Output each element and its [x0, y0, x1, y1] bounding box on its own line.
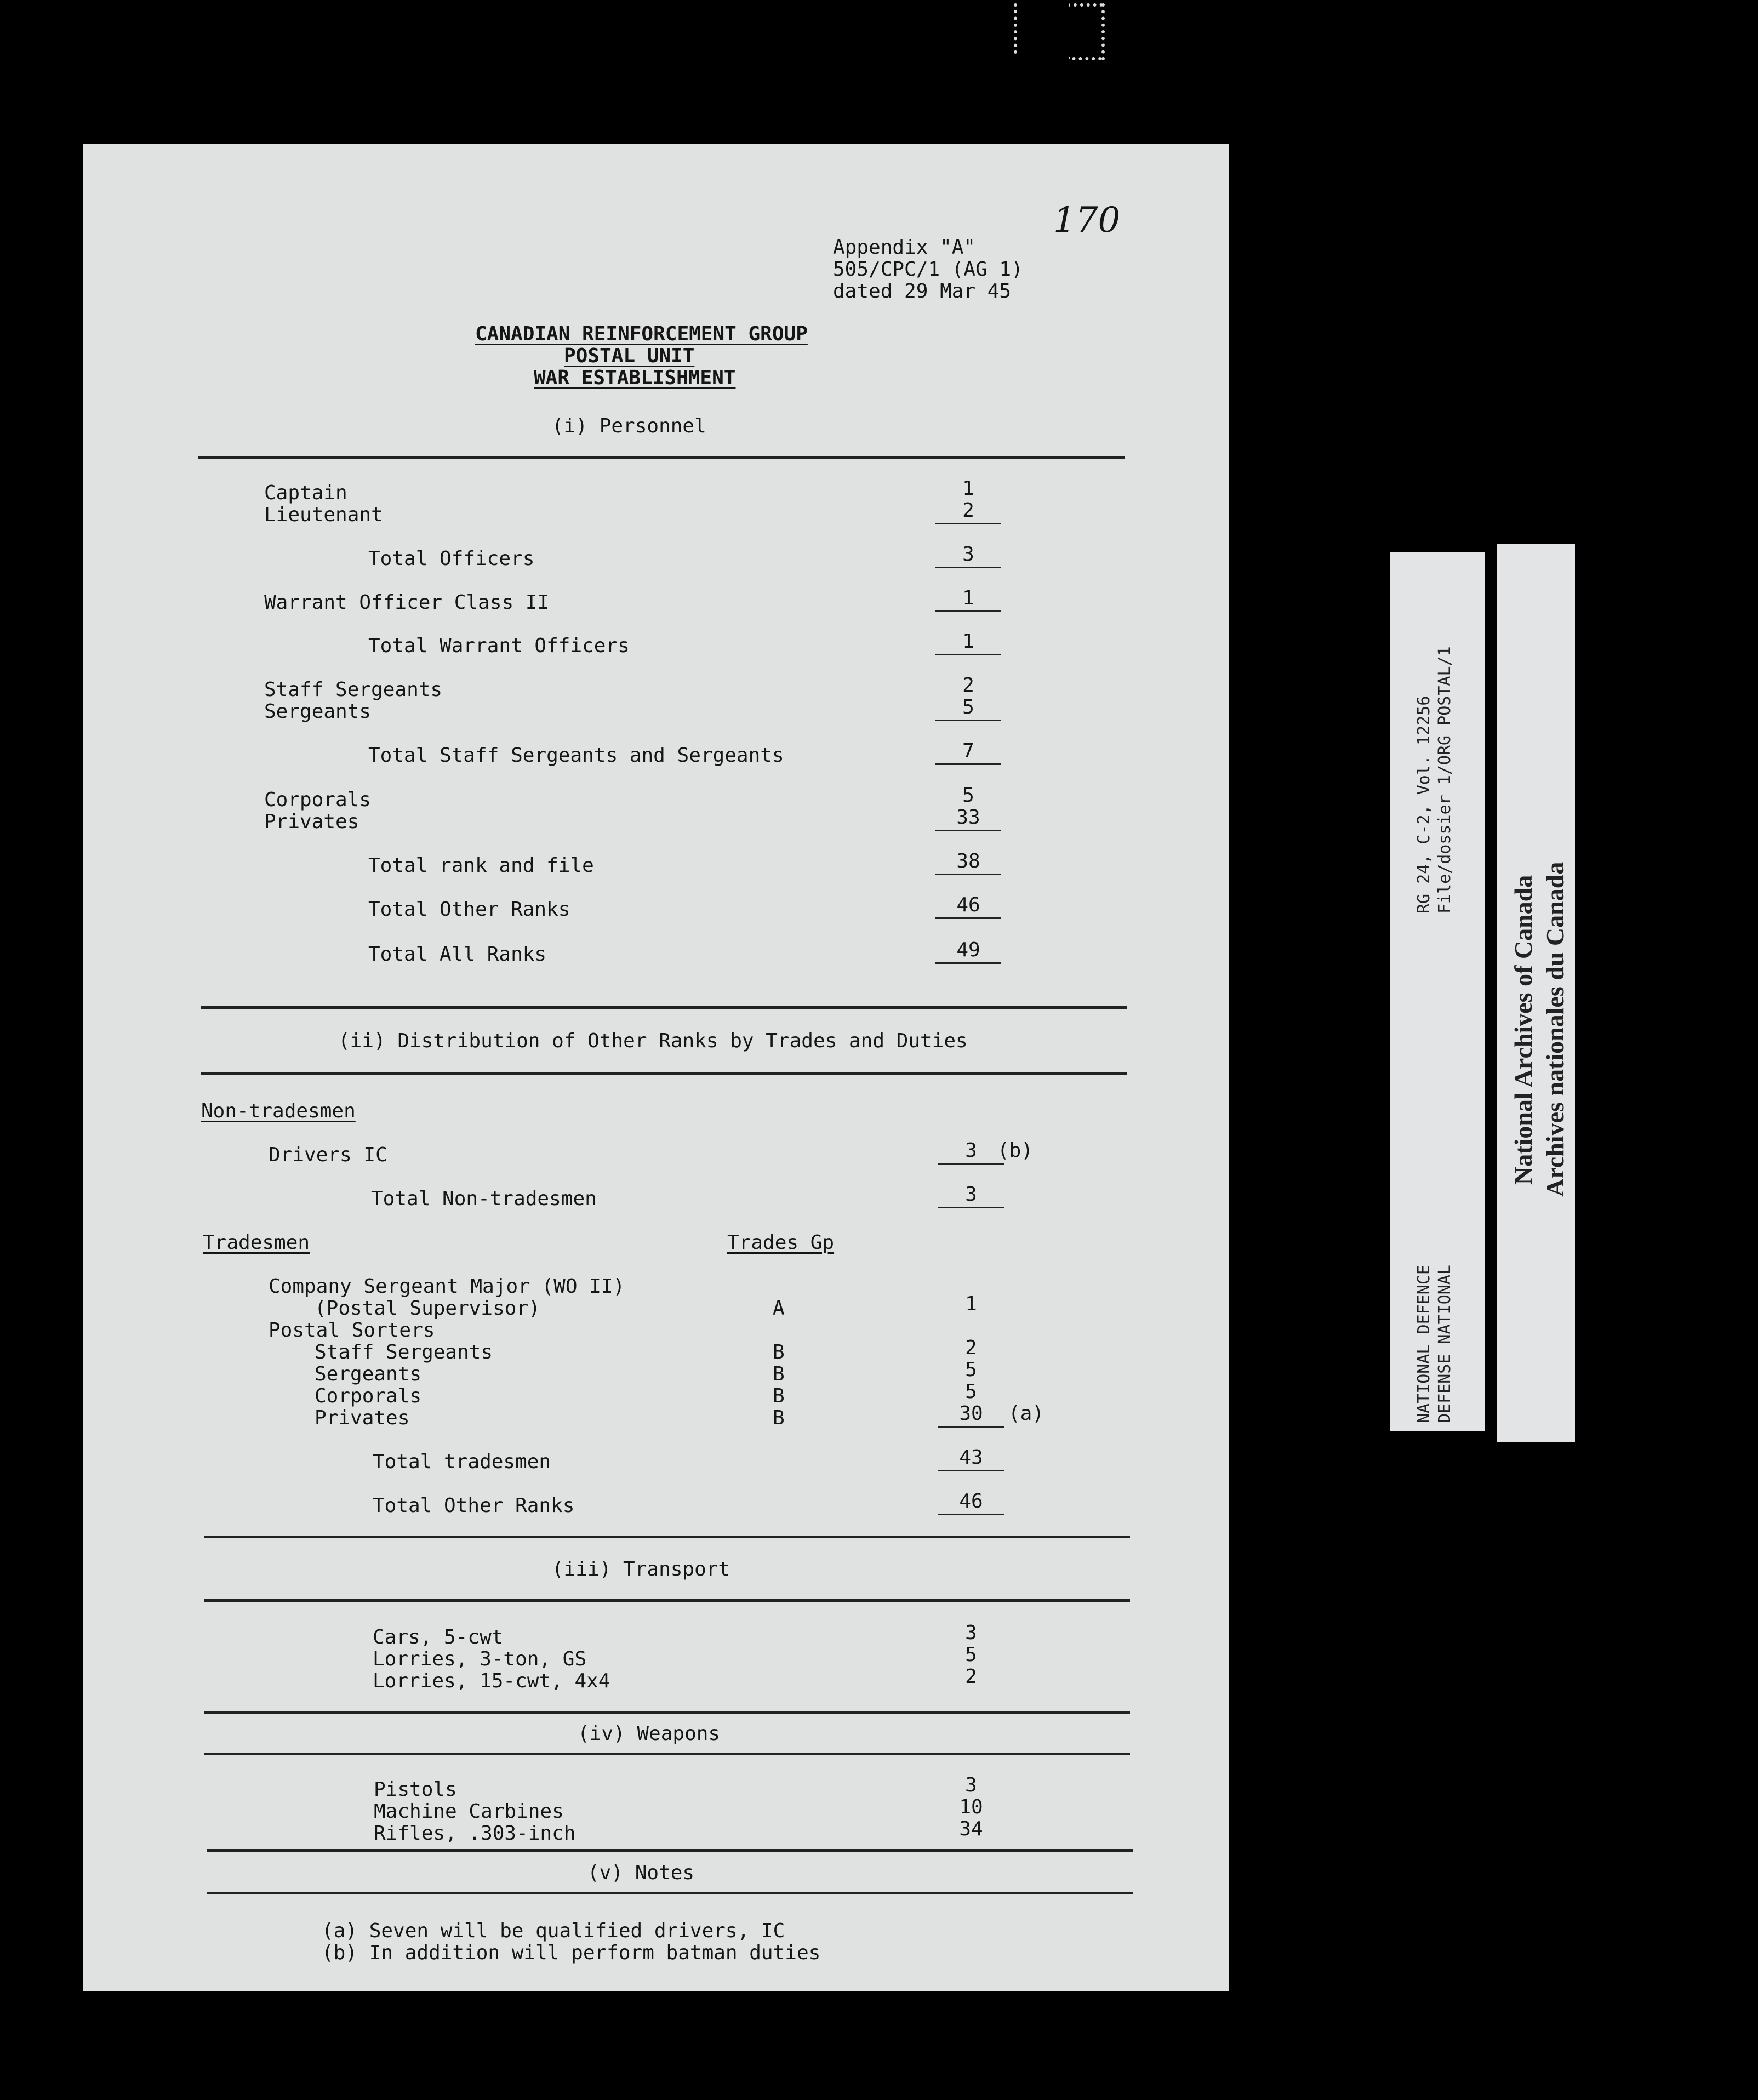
section-heading-transport: (iii) Transport	[552, 1558, 730, 1580]
row-total-staff-sergeants-label: Total Staff Sergeants and Sergeants	[368, 744, 784, 767]
sorter-sergeants-label: Sergeants	[315, 1363, 422, 1385]
note-a: (a) Seven will be qualified drivers, IC	[322, 1920, 785, 1942]
row-total-rank-and-file-label: Total rank and file	[368, 854, 594, 877]
weapons-carbines-value: 10	[959, 1796, 983, 1818]
rule-weapons-bottom	[204, 1753, 1130, 1755]
total-non-tradesmen-label: Total Non-tradesmen	[371, 1188, 597, 1210]
total-tradesmen-other-ranks-label: Total Other Ranks	[373, 1494, 575, 1517]
transport-cars-value: 3	[965, 1622, 977, 1644]
sorter-corporals-group: B	[773, 1385, 785, 1407]
sorter-privates-group: B	[773, 1407, 785, 1429]
archive-reference-line-1: RG 24, C-2, Vol. 12256	[1414, 695, 1434, 914]
archive-reference-tab	[1390, 552, 1485, 1431]
document-page	[83, 144, 1229, 1991]
sorter-privates-label: Privates	[315, 1407, 410, 1429]
rule-distribution-top	[201, 1006, 1127, 1009]
postal-sorters-label: Postal Sorters	[269, 1319, 435, 1342]
sorter-staff-sergeants-value: 2	[965, 1337, 977, 1359]
weapons-carbines-label: Machine Carbines	[374, 1800, 564, 1823]
sorter-staff-sergeants-label: Staff Sergeants	[315, 1341, 493, 1363]
transport-cars-label: Cars, 5-cwt	[373, 1626, 504, 1648]
transport-lorries-3ton-label: Lorries, 3-ton, GS	[373, 1648, 587, 1670]
row-total-warrant-officers-value: 1	[935, 631, 1001, 655]
row-lieutenant-label: Lieutenant	[264, 504, 383, 526]
rule-notes-top	[207, 1849, 1133, 1852]
national-archives-english: National Archives of Canada	[1509, 875, 1537, 1185]
document-subtitle-2: WAR ESTABLISHMENT	[534, 367, 736, 389]
rule-transport-top	[204, 1536, 1130, 1538]
section-heading-weapons: (iv) Weapons	[578, 1722, 721, 1745]
total-tradesmen-other-ranks-value: 46	[938, 1491, 1004, 1515]
weapons-rifles-label: Rifles, .303-inch	[374, 1822, 576, 1845]
row-corporals-label: Corporals	[264, 789, 372, 811]
row-privates-value: 33	[935, 807, 1001, 831]
note-b: (b) In addition will perform batman duties	[322, 1942, 821, 1964]
sorter-sergeants-value: 5	[965, 1359, 977, 1381]
handwritten-page-number: 170	[1053, 200, 1121, 241]
section-heading-personnel: (i) Personnel	[552, 415, 706, 437]
transport-lorries-3ton-value: 5	[965, 1644, 977, 1666]
frame-mark-right	[1069, 3, 1105, 60]
sorter-staff-sergeants-group: B	[773, 1341, 785, 1363]
drivers-ic-label: Drivers IC	[269, 1144, 387, 1166]
total-tradesmen-label: Total tradesmen	[373, 1451, 551, 1473]
row-total-other-ranks-label: Total Other Ranks	[368, 898, 570, 921]
row-staff-sergeants-label: Staff Sergeants	[264, 678, 443, 701]
transport-lorries-15cwt-label: Lorries, 15-cwt, 4x4	[373, 1670, 610, 1692]
appendix-date: dated 29 Mar 45	[833, 280, 1012, 303]
archive-department-line-1: NATIONAL DEFENCE	[1414, 1265, 1434, 1423]
section-heading-notes: (v) Notes	[587, 1862, 695, 1884]
row-sergeants-value: 5	[935, 697, 1001, 721]
total-tradesmen-value: 43	[938, 1447, 1004, 1471]
appendix-reference: 505/CPC/1 (AG 1)	[833, 258, 1023, 281]
sorter-corporals-label: Corporals	[315, 1385, 422, 1407]
rule-transport-bottom	[204, 1599, 1130, 1602]
row-sergeants-label: Sergeants	[264, 700, 372, 723]
drivers-ic-note: (b)	[997, 1139, 1034, 1162]
row-total-staff-sergeants-value: 7	[935, 740, 1001, 765]
film-frame-marks	[981, 0, 1123, 60]
sorter-privates-value: 30	[938, 1403, 1004, 1428]
trades-group-heading: Trades Gp	[727, 1231, 835, 1254]
appendix-line-1: Appendix "A"	[833, 236, 976, 259]
document-title: CANADIAN REINFORCEMENT GROUP	[475, 323, 808, 345]
weapons-pistols-value: 3	[965, 1774, 977, 1796]
rule-notes-bottom	[207, 1892, 1133, 1894]
weapons-pistols-label: Pistols	[374, 1778, 457, 1801]
non-tradesmen-heading: Non-tradesmen	[201, 1100, 356, 1122]
row-warrant-officer-value: 1	[935, 587, 1001, 612]
sorter-privates-note: (a)	[1008, 1402, 1044, 1425]
row-staff-sergeants-value: 2	[962, 674, 974, 697]
total-non-tradesmen-value: 3	[938, 1184, 1004, 1208]
row-captain-value: 1	[962, 477, 974, 500]
archive-reference-line-2: File/dossier 1/ORG POSTAL/1	[1435, 646, 1454, 914]
frame-mark-left	[981, 3, 1017, 54]
csm-label: Company Sergeant Major (WO II)	[269, 1275, 625, 1298]
row-total-all-ranks-label: Total All Ranks	[368, 943, 547, 966]
row-total-warrant-officers-label: Total Warrant Officers	[368, 635, 630, 657]
csm-sublabel: (Postal Supervisor)	[315, 1297, 540, 1320]
csm-trade-group: A	[773, 1297, 785, 1320]
row-total-officers-label: Total Officers	[368, 547, 535, 570]
weapons-rifles-value: 34	[959, 1818, 983, 1840]
rule-distribution-bottom	[201, 1072, 1127, 1075]
row-total-officers-value: 3	[935, 544, 1001, 568]
sorter-sergeants-group: B	[773, 1363, 785, 1385]
row-lieutenant-value: 2	[935, 500, 1001, 524]
national-archives-french: Archives nationales du Canada	[1541, 861, 1569, 1197]
tradesmen-heading: Tradesmen	[203, 1231, 310, 1254]
rule-weapons-top	[204, 1711, 1130, 1714]
row-corporals-value: 5	[962, 784, 974, 807]
transport-lorries-15cwt-value: 2	[965, 1665, 977, 1688]
row-captain-label: Captain	[264, 482, 347, 504]
document-subtitle: POSTAL UNIT	[564, 345, 695, 367]
section-heading-distribution: (ii) Distribution of Other Ranks by Trades and Duties	[338, 1030, 968, 1052]
row-warrant-officer-label: Warrant Officer Class II	[264, 591, 550, 614]
archive-department-line-2: DEFENSE NATIONAL	[1435, 1265, 1454, 1423]
drivers-ic-value: 3	[938, 1140, 1004, 1165]
row-total-other-ranks-value: 46	[935, 894, 1001, 919]
sorter-corporals-value: 5	[965, 1380, 977, 1403]
national-archives-label	[1497, 544, 1575, 1442]
csm-value: 1	[965, 1293, 977, 1315]
rule-personnel-top	[198, 456, 1125, 459]
row-total-rank-and-file-value: 38	[935, 851, 1001, 875]
row-total-all-ranks-value: 49	[935, 939, 1001, 964]
row-privates-label: Privates	[264, 811, 359, 833]
